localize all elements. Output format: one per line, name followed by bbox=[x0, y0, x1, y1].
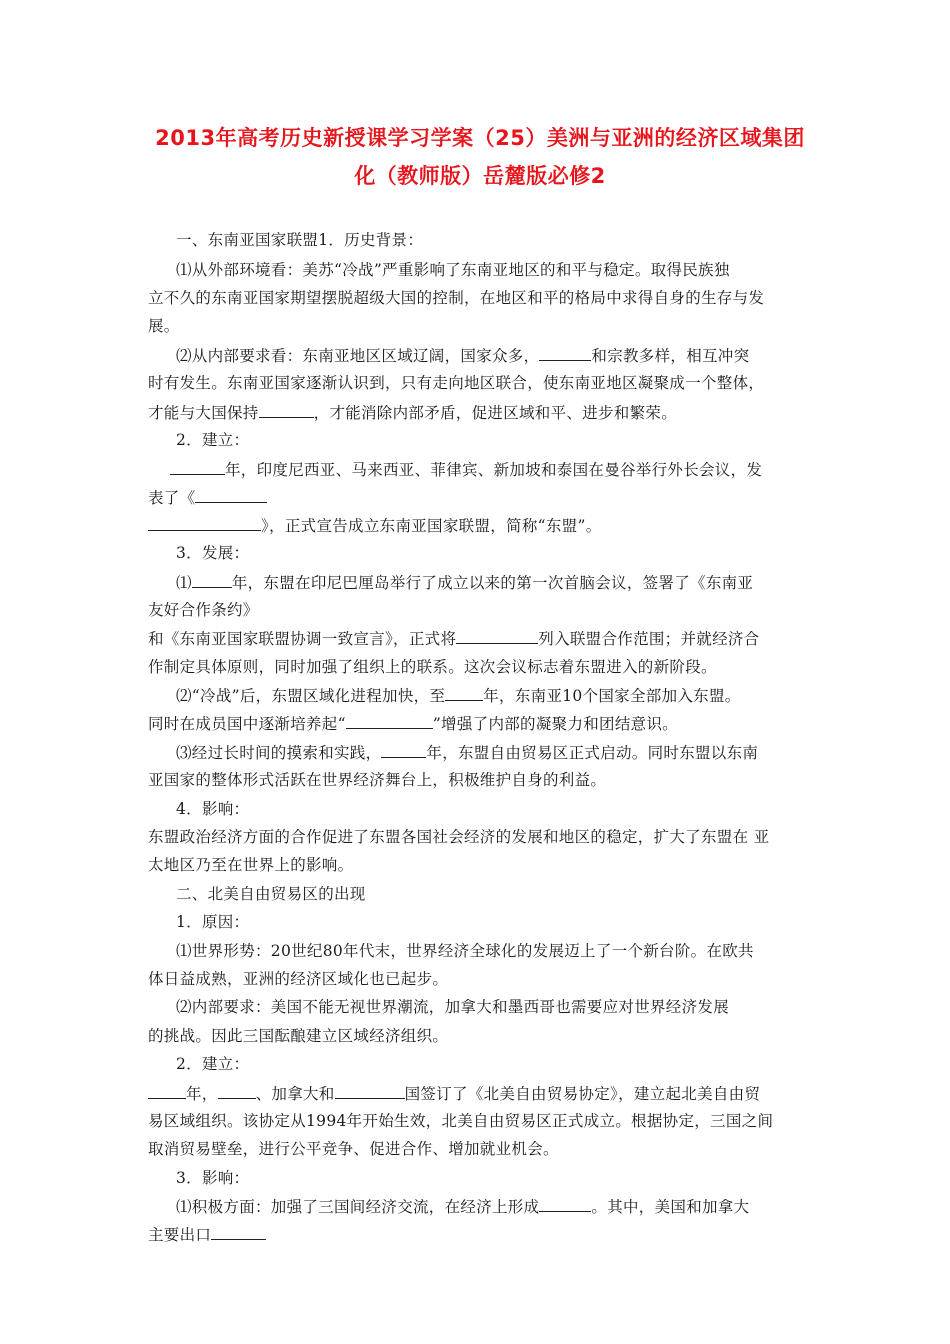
fill-in-blank bbox=[445, 685, 483, 701]
text-segment: ⑴从外部环境看：美苏“冷战”严重影响了东南亚地区的和平与稳定。取得民族独 bbox=[176, 261, 730, 279]
text-segment: 4．影响： bbox=[176, 800, 250, 818]
text-line bbox=[148, 288, 764, 308]
text-segment: 和宗教多样，相互冲突 bbox=[591, 347, 750, 365]
text-segment: ”增强了内部的凝聚力和团结意识。 bbox=[432, 715, 679, 733]
text-line bbox=[176, 345, 749, 366]
text-segment: 易区域组织。该协定从1994年开始生效，北美自由贸易区正式成立。根据协定，三国之间 bbox=[148, 1112, 774, 1130]
text-segment: 的挑战。因此三国酝酿建立区域经济组织。 bbox=[148, 1027, 449, 1045]
text-segment: 主要出口 bbox=[148, 1226, 212, 1244]
text-segment: 表了《 bbox=[148, 489, 196, 507]
text-segment: ⑵内部要求：美国不能无视世界潮流，加拿大和墨西哥也需要应对世界经济发展 bbox=[176, 998, 730, 1016]
fill-in-blank bbox=[170, 459, 225, 475]
text-line bbox=[176, 543, 249, 563]
text-segment: 体日益成熟，亚洲的经济区域化也已起步。 bbox=[148, 970, 449, 988]
text-line bbox=[176, 430, 249, 450]
text-segment: 年，印度尼西亚、马来西亚、菲律宾、新加坡和泰国在曼谷举行外长会议，发 bbox=[225, 461, 763, 479]
text-segment: 、加拿大和 bbox=[255, 1085, 335, 1103]
text-line bbox=[170, 459, 762, 480]
fill-in-blank bbox=[148, 515, 261, 531]
text-line bbox=[176, 912, 249, 932]
text-segment: 东盟政治经济方面的合作促进了东盟各国社会经济的发展和地区的稳定，扩大了东盟在 亚 bbox=[148, 828, 770, 846]
text-line bbox=[176, 884, 366, 904]
text-segment: ⑵从内部要求看：东南亚地区区域辽阔，国家众多， bbox=[176, 347, 540, 365]
fill-in-blank bbox=[148, 1083, 186, 1099]
fill-in-blank bbox=[218, 1083, 256, 1099]
text-line bbox=[148, 827, 769, 847]
text-segment: ，才能消除内部矛盾，促进区域和平、进步和繁荣。 bbox=[313, 404, 678, 422]
text-segment: 一、东南亚国家联盟1．历史背景： bbox=[176, 231, 424, 249]
text-segment: 二、北美自由贸易区的出现 bbox=[176, 885, 366, 903]
text-line bbox=[176, 260, 730, 280]
text-segment: 1．原因： bbox=[176, 913, 250, 931]
document-title-line-2: 化（教师版）岳麓版必修2 bbox=[354, 164, 606, 188]
text-line bbox=[176, 1054, 249, 1074]
fill-in-blank bbox=[456, 628, 538, 644]
text-line bbox=[148, 657, 717, 677]
text-segment: 列入联盟合作范围；并就经济合 bbox=[538, 630, 760, 648]
text-line bbox=[148, 628, 759, 649]
document-title-line-1: 2013年高考历史新授课学习学案（25）美洲与亚洲的经济区域集团 bbox=[155, 126, 805, 150]
text-line bbox=[148, 600, 259, 620]
fill-in-blank bbox=[539, 345, 591, 361]
fill-in-blank bbox=[211, 1224, 266, 1240]
text-line bbox=[176, 1196, 749, 1217]
text-line bbox=[148, 487, 267, 508]
fill-in-blank bbox=[335, 1083, 405, 1099]
text-segment: 。其中，美国和加拿大 bbox=[591, 1198, 750, 1216]
text-segment: 取消贸易壁垒，进行公平竞争、促进合作、增加就业机会。 bbox=[148, 1140, 559, 1158]
text-segment: 》，正式宣告成立东南亚国家联盟，简称“东盟”。 bbox=[261, 517, 602, 535]
text-line bbox=[148, 1026, 448, 1046]
text-line bbox=[176, 572, 753, 593]
text-segment: 2．建立： bbox=[176, 431, 250, 449]
text-line bbox=[148, 1224, 266, 1245]
text-line bbox=[148, 969, 448, 989]
text-line bbox=[176, 230, 423, 250]
text-line bbox=[176, 997, 729, 1017]
fill-in-blank bbox=[195, 487, 267, 503]
text-line bbox=[148, 373, 764, 393]
text-segment: 年，东南亚10个国家全部加入东盟。 bbox=[483, 687, 741, 705]
text-segment: 友好合作条约》 bbox=[148, 601, 259, 619]
text-line bbox=[176, 799, 249, 819]
text-segment: 亚国家的整体形式活跃在世界经济舞台上，积极维护自身的利益。 bbox=[148, 771, 607, 789]
text-segment: 同时在成员国中逐渐培养起“ bbox=[148, 715, 346, 733]
text-line bbox=[148, 1139, 559, 1159]
text-line bbox=[148, 515, 602, 536]
text-segment: ⑴ bbox=[176, 574, 192, 592]
text-line bbox=[176, 941, 754, 961]
text-segment: ⑴积极方面：加强了三国间经济交流，在经济上形成 bbox=[176, 1198, 540, 1216]
fill-in-blank bbox=[539, 1196, 591, 1212]
text-segment: 太地区乃至在世界上的影响。 bbox=[148, 856, 354, 874]
text-segment: 立不久的东南亚国家期望摆脱超级大国的控制，在地区和平的格局中求得自身的生存与发 bbox=[148, 289, 765, 307]
text-segment: ⑴世界形势：20世纪80年代末，世界经济全球化的发展迈上了一个新台阶。在欧共 bbox=[176, 942, 754, 960]
text-segment: 3．发展： bbox=[176, 544, 250, 562]
text-segment: 和《东南亚国家联盟协调一致宣言》，正式将 bbox=[148, 630, 457, 648]
fill-in-blank bbox=[259, 402, 314, 418]
text-line bbox=[176, 1168, 249, 1188]
text-segment: 3．影响： bbox=[176, 1169, 250, 1187]
text-line bbox=[148, 1083, 760, 1104]
text-segment: 时有发生。东南亚国家逐渐认识到，只有走向地区联合，使东南亚地区凝聚成一个整体， bbox=[148, 374, 765, 392]
text-line bbox=[176, 685, 741, 706]
text-line bbox=[148, 402, 677, 423]
text-segment: 作制定具体原则，同时加强了组织上的联系。这次会议标志着东盟进入的新阶段。 bbox=[148, 658, 717, 676]
fill-in-blank bbox=[381, 742, 426, 758]
text-segment: ⑵“冷战”后，东盟区域化进程加快，至 bbox=[176, 687, 446, 705]
text-segment: 年，东盟在印尼巴厘岛举行了成立以来的第一次首脑会议，签署了《东南亚 bbox=[231, 574, 754, 592]
text-line bbox=[148, 855, 353, 875]
text-segment: 2．建立： bbox=[176, 1055, 250, 1073]
fill-in-blank bbox=[192, 572, 232, 588]
text-line bbox=[148, 1111, 773, 1131]
text-segment: 国签订了《北美自由贸易协定》，建立起北美自由贸 bbox=[404, 1085, 761, 1103]
text-line bbox=[148, 316, 180, 336]
text-segment: ⑶经过长时间的摸索和实践， bbox=[176, 744, 382, 762]
text-line bbox=[148, 713, 678, 734]
text-segment: 才能与大国保持 bbox=[148, 404, 259, 422]
text-segment: 展。 bbox=[148, 317, 180, 335]
text-segment: 年， bbox=[186, 1085, 218, 1103]
text-segment: 年，东盟自由贸易区正式启动。同时东盟以东南 bbox=[426, 744, 759, 762]
text-line bbox=[148, 770, 606, 790]
text-line bbox=[176, 742, 758, 763]
fill-in-blank bbox=[346, 713, 433, 729]
